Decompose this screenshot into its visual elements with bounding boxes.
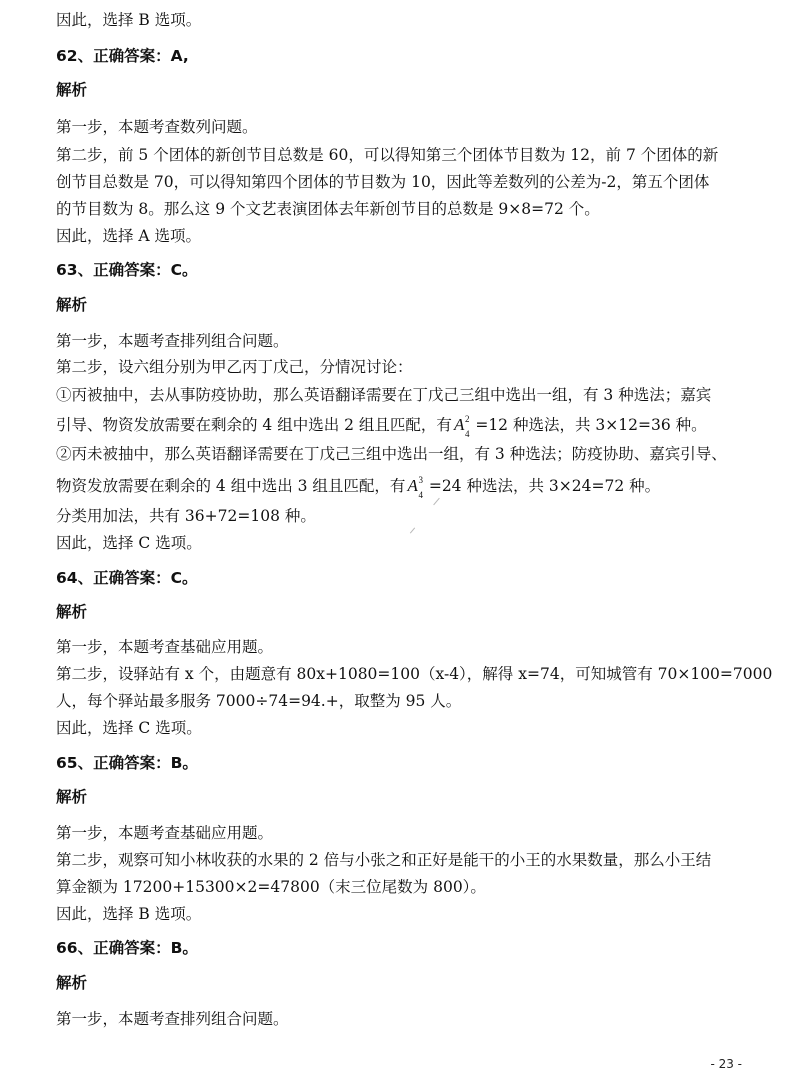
answer-heading-64: 64、正确答案：C。 [56, 569, 198, 587]
conclusion-65: 因此，选择 B 选项。 [56, 905, 202, 923]
analysis-label-66: 解析 [56, 974, 88, 992]
analysis-63-sum: 分类用加法，共有 36+72=108 种。 [56, 507, 316, 525]
analysis-66-step1: 第一步，本题考查排列组合问题。 [56, 1010, 289, 1028]
analysis-65-step2-line1: 第二步，观察可知小林收获的水果的 2 倍与小张之和正好是能干的小王的水果数量，那么小王结 [56, 851, 712, 869]
permutation-formula-a42: A 2 4 [453, 414, 470, 439]
conclusion-63: 因此，选择 C 选项。 [56, 534, 202, 552]
analysis-63-case2-line2 [56, 475, 760, 500]
conclusion-62: 因此，选择 A 选项。 [56, 227, 202, 245]
analysis-label-65: 解析 [56, 788, 88, 806]
analysis-64-step2-line2: 人，每个驿站最多服务 7000÷74=94.+，取整为 95 人。 [56, 692, 462, 710]
analysis-63-step2: 第二步，设六组分别为甲乙丙丁戊己，分情况讨论： [56, 358, 413, 376]
analysis-63-case1-line1: ①丙被抽中，去从事防疫协助，那么英语翻译需要在丁戊己三组中选出一组，有 3 种选法；嘉宾 [56, 386, 712, 404]
analysis-63-case2-line1: ②丙未被抽中，那么英语翻译需要在丁戊己三组中选出一组，有 3 种选法；防疫协助、嘉宾引导、 [56, 445, 727, 463]
case1-text-before: 引导、物资发放需要在剩余的 4 组中选出 2 组且匹配，有 [56, 416, 452, 434]
analysis-62-step2-line1: 第二步，前 5 个团体的新创节目总数是 60，可以得知第三个团体节目数为 12，前 7 个团体的新 [56, 146, 719, 164]
analysis-62-step2-line2: 创节目总数是 70，可以得知第四个团体的节目数为 10，因此等差数列的公差为-2，第五个团体 [56, 173, 710, 191]
analysis-65-step2-line2: 算金额为 17200+15300×2=47800（末三位尾数为 800）。 [56, 878, 486, 896]
answer-heading-62: 62、正确答案：A, [56, 47, 189, 65]
analysis-63-case1-line2 [56, 414, 760, 439]
analysis-62-step1: 第一步，本题考查数列问题。 [56, 118, 258, 136]
case1-text-after: =12 种选法，共 3×12=36 种。 [475, 416, 707, 434]
analysis-label-64: 解析 [56, 603, 88, 621]
conclusion-61: 因此，选择 B 选项。 [56, 11, 202, 29]
analysis-64-step2-line1: 第二步，设驿站有 x 个，由题意有 80x+1080=100（x-4），解得 x=74，可知城管有 70×100=7000 [56, 665, 773, 683]
permutation-formula-a43: A 3 4 [407, 475, 423, 500]
case2-text-before: 物资发放需要在剩余的 4 组中选出 3 组且匹配，有 [56, 477, 406, 495]
page-number: - 23 - [710, 1057, 742, 1071]
answer-heading-65: 65、正确答案：B。 [56, 754, 198, 772]
analysis-62-step2-line3: 的节目数为 8。那么这 9 个文艺表演团体去年新创节目的总数是 9×8=72 个。 [56, 200, 600, 218]
analysis-label-63: 解析 [56, 296, 88, 314]
analysis-label-62: 解析 [56, 81, 88, 99]
scan-speck-mark [433, 498, 440, 506]
conclusion-64: 因此，选择 C 选项。 [56, 719, 202, 737]
analysis-64-step1: 第一步，本题考查基础应用题。 [56, 638, 274, 656]
answer-heading-63: 63、正确答案：C。 [56, 261, 198, 279]
analysis-65-step1: 第一步，本题考查基础应用题。 [56, 824, 274, 842]
analysis-63-step1: 第一步，本题考查排列组合问题。 [56, 332, 289, 350]
answer-heading-66: 66、正确答案：B。 [56, 939, 198, 957]
case2-text-after: =24 种选法，共 3×24=72 种。 [428, 477, 661, 495]
